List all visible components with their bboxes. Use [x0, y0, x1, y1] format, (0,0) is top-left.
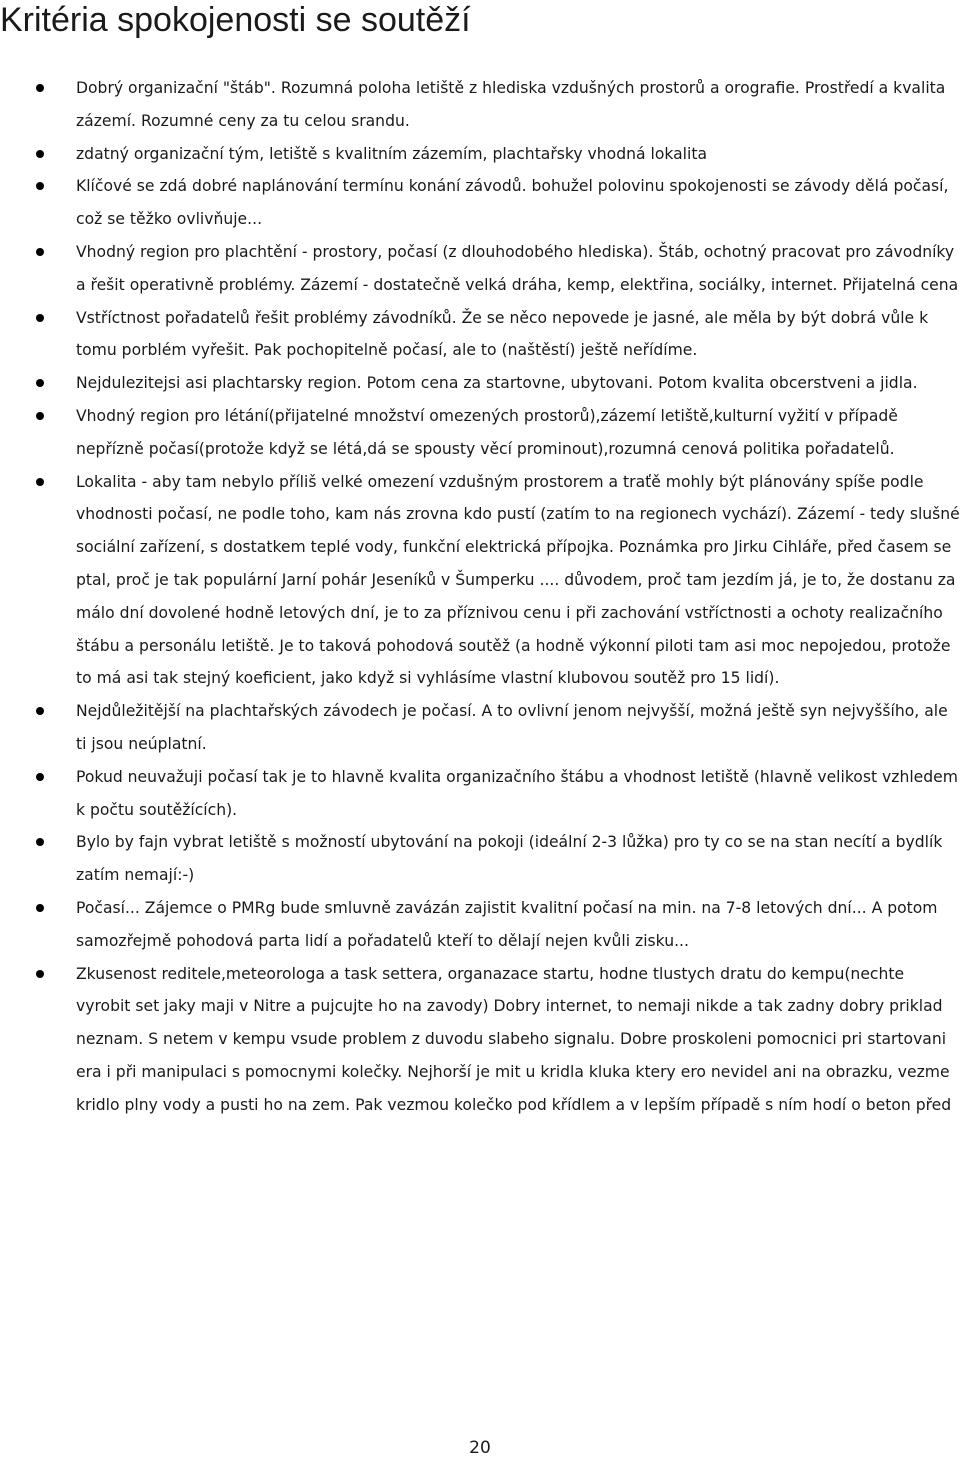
list-item-text: Vhodný region pro létání(přijatelné množství omezených prostorů),zázemí letiště,kulturní vyžití v případě nepřízně počasí(protože když se létá,dá se spousty věcí prominout),rozumná cenová politika pořadatelů. — [76, 406, 898, 458]
list-item — [36, 761, 960, 827]
bullet-icon — [36, 84, 44, 92]
bullet-icon — [36, 182, 44, 190]
bullet-icon — [36, 773, 44, 781]
list-item-text: Nejdůležitější na plachtařských závodech je počasí. A to ovlivní jenom nejvyšší, možná ještě syn nejvyššího, ale ti jsou neúplatní. — [76, 702, 948, 753]
page-title: Kritéria spokojenosti se soutěží — [0, 1, 471, 39]
list-item-text: Bylo by fajn vybrat letiště s možností ubytování na pokoji (ideální 2-3 lůžka) pro ty co se na stan necítí a bydlík zatím nemají:-) — [76, 833, 943, 885]
list-item-text: Lokalita - aby tam nebylo příliš velké omezení vzdušným prostorem a traťě mohly být plánovány spíše podle vhodnosti počasí, ne podle toho, kam nás zrovna kdo pustí (zatím to na regionech vychází). Zázemí - tedy slušné sociální zařízení, s dostatkem teplé vody, funkční elektrická přípojka. Poznámka pro Jirku Cihláře, před časem se ptal, proč je tak populární Jarní pohár Jeseníků v Šumperku .... důvodem, proč tam jezdím já, je to, že dostanu za málo dní dovolené hodně letových dní, je to za příznivou cenu i při zachování vstříctnosti a ochoty realizačního štábu a personálu letiště. Je to taková pohodová soutěž (a hodně výkonní piloti tam asi moc nepojedou, protože to má asi tak stejný koeficient, jako když si vyhlásíme vlastní klubovou soutěž pro 15 lidí). — [76, 472, 960, 688]
list-item — [36, 466, 960, 696]
bullet-icon — [36, 707, 44, 715]
list-item — [36, 72, 960, 138]
list-item-text: Vstříctnost pořadatelů řešit problémy závodníků. Že se něco nepovede je jasné, ale měla by být dobrá vůle k tomu porblém vyřešit. Pak pochopitelně počasí, ale to (naštěstí) ještě neřídíme. — [76, 308, 929, 360]
list-item — [36, 958, 960, 1122]
bullet-icon — [36, 904, 44, 912]
list-item-text: Pokud neuvažuji počasí tak je to hlavně kvalita organizačního štábu a vhodnost letiště (hlavně velikost vzhledem k počtu soutěžících). — [76, 767, 958, 819]
list-item-text: Počasí... Zájemce o PMRg bude smluvně zavázán zajistit kvalitní počasí na min. na 7-8 letových dní... A potom samozřejmě pohodová parta lidí a pořadatelů kteří to dělají nejen kvůli zisku... — [76, 898, 938, 950]
list-item — [36, 170, 960, 236]
page-number: 20 — [469, 1438, 491, 1458]
list-item — [36, 236, 960, 302]
list-item — [36, 695, 960, 761]
list-item — [36, 367, 960, 400]
list-item — [36, 302, 960, 368]
list-item-text: Vhodný region pro plachtění - prostory, počasí (z dlouhodobého hlediska). Štáb, ochotný pracovat pro závodníky a řešit operativně problémy. Zázemí - dostatečně velká dráha, kemp, elektřina, sociálky, internet. Přijatelná cena — [76, 242, 959, 294]
bullet-icon — [36, 248, 44, 256]
bullet-icon — [36, 314, 44, 322]
list-item-text: Zkusenost reditele,meteorologa a task settera, organazace startu, hodne tlustych dratu do kempu(nechte vyrobit set jaky maji v Nitre a pujcujte ho na zavody) Dobry internet, to nemaji nikde a tak zadny dobry priklad neznam. S netem v kempu vsude problem z duvodu slabeho signalu. Dobre proskoleni pomocnici pri startovani era i při manipulaci s pomocnymi kolečky. Nejhorší je mit u kridla kluka ktery ero nevidel ani na obrazku, vezme kridlo plny vody a pusti ho na zem. Pak vezmou kolečko pod křídlem a v lepším případě s ním hodí o beton před — [76, 964, 952, 1114]
bullet-icon — [36, 838, 44, 846]
bullet-icon — [36, 379, 44, 387]
list-item — [36, 826, 960, 892]
bullet-icon — [36, 150, 44, 158]
list-item-text: zdatný organizační tým, letiště s kvalitním zázemím, plachtařsky vhodná lokalita — [76, 144, 708, 163]
list-item — [36, 892, 960, 958]
list-item — [36, 400, 960, 466]
list-item-text: Nejdulezitejsi asi plachtarsky region. Potom cena za startovne, ubytovani. Potom kvalita obcerstveni a jidla. — [76, 374, 918, 393]
bullet-icon — [36, 970, 44, 978]
criteria-list — [36, 72, 960, 1122]
list-item-text: Dobrý organizační "štáb". Rozumná poloha letiště z hlediska vzdušných prostorů a orografie. Prostředí a kvalita zázemí. Rozumné ceny za tu celou srandu. — [76, 79, 946, 130]
list-item-text: Klíčové se zdá dobré naplánování termínu konání závodů. bohužel polovinu spokojenosti se závody dělá počasí, což se těžko ovlivňuje... — [76, 177, 949, 229]
list-item — [36, 138, 960, 171]
bullet-icon — [36, 412, 44, 420]
bullet-icon — [36, 478, 44, 486]
